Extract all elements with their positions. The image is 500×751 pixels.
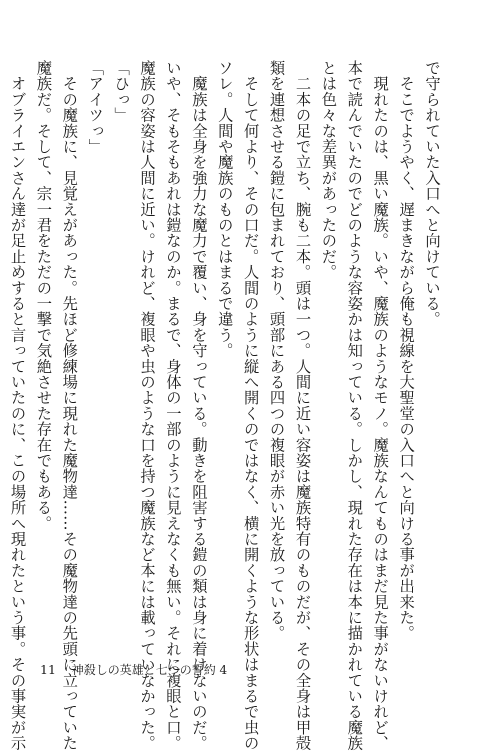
book-title: 神殺しの英雄と七つの誓約 4 <box>71 663 228 677</box>
text-line: 現れたのは、黒い魔族。いや、魔族のようなモノ。魔族なんてものはまだ見た事がないけれど、 <box>371 60 390 751</box>
text-line: で守られていた入口へと向けている。 <box>423 60 441 327</box>
page-number: 11 <box>40 662 56 677</box>
text-line: その魔族に、見覚えがあった。先ほど修練場に現れた魔物達……その魔物達の先頭に立っていた <box>60 60 79 751</box>
text-line: いや、そもそもあれは鎧なのか。まるで、身体の一部のように見えなくも無い。それに複眼と口。 <box>163 60 182 751</box>
text-line: そして何より、その口だ。人間のように縦へ開くのではなく、横に開くような形状はまるで虫の <box>241 60 260 751</box>
text-line: 「ひっ」 <box>112 60 131 123</box>
text-line <box>0 60 4 620</box>
text-line: 魔族だ。そして、宗一君をただの一撃で気絶させた存在でもある。 <box>34 60 53 531</box>
text-line: 本で読んでいたのでどのような容姿かは知っている。しかし、現れた存在は本に描かれている魔族 <box>345 60 364 751</box>
text-line: 二本の足で立ち、腕も二本。頭は一つ。人間に近い容姿は魔族特有のものだが、その全身は甲殻 <box>293 60 312 751</box>
text-line: 魔族は全身を強力な魔力で覆い、身を守っている。動きを阻害する鎧の類は身に着けないのだ。 <box>189 60 208 751</box>
text-line: そこでようやく、遅まきながら俺も視線を大聖堂の入口へと向ける事が出来た。 <box>397 60 416 641</box>
text-line: ソレ。人間や魔族のものとはまるで違う。 <box>215 60 234 359</box>
page-footer <box>40 661 227 678</box>
text-line: オブライエンさん達が足止めすると言っていたのに、この場所へ現れたという事。その事実が示 <box>8 60 27 751</box>
text-line: 類を連想させる鎧に包まれており、頭部にある四つの複眼が赤い光を放っている。 <box>267 60 286 641</box>
text-line: とは色々な差異があったのだ。 <box>319 60 338 280</box>
text-line: 「アイツっ」 <box>86 60 105 155</box>
text-line: 魔族の容姿は人間に近い。けれど、複眼や虫のような口を持つ魔族など本には載っていなかった。 <box>138 60 157 751</box>
